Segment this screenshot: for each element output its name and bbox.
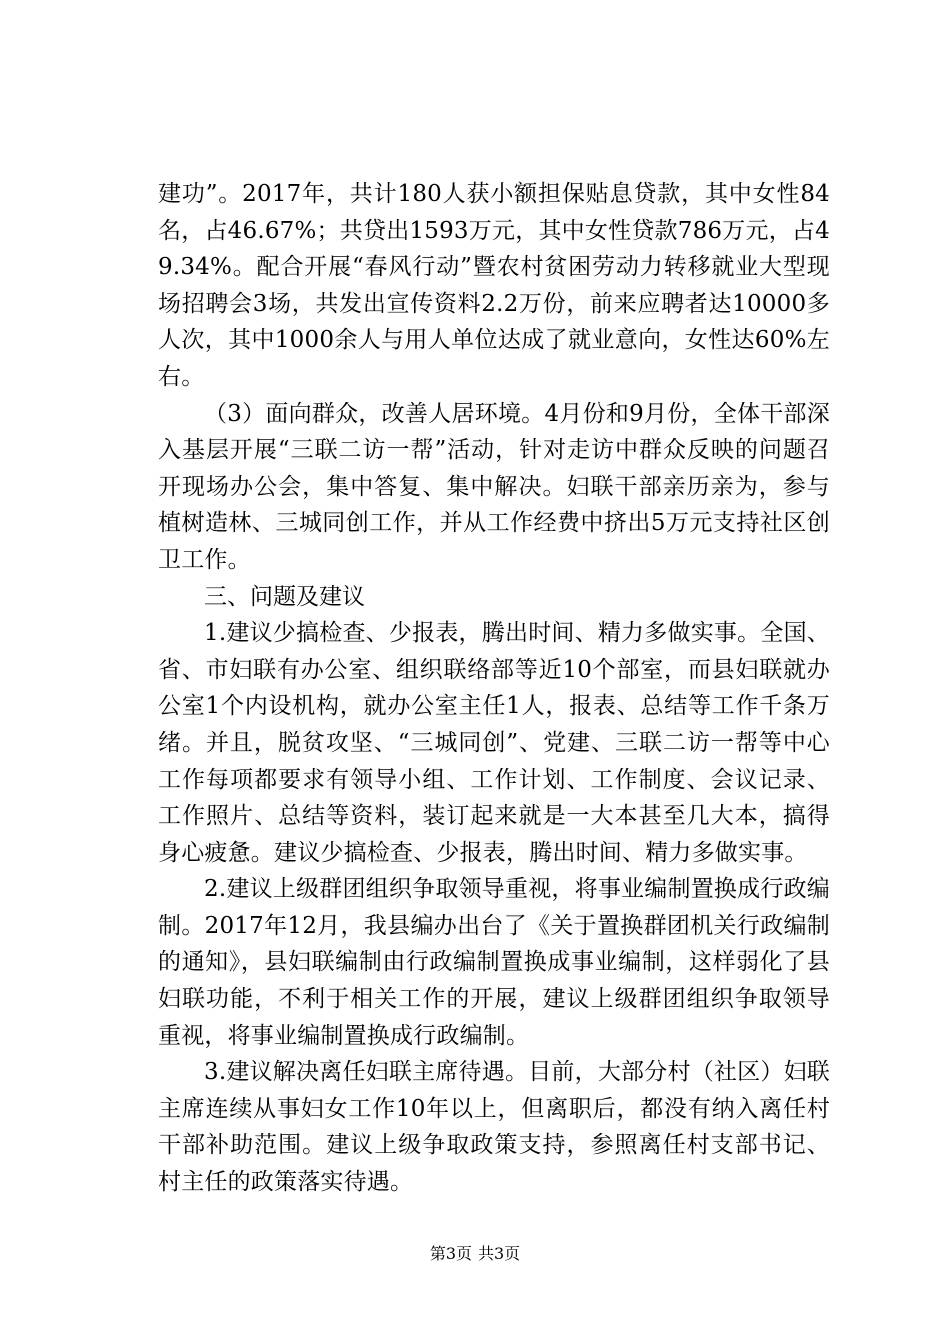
- page-footer: [0, 1244, 950, 1264]
- paragraph-suggestion-3: 3.建议解决离任妇联主席待遇。目前，大部分村（社区）妇联主席连续从事妇女工作10年以上，但离职后，都没有纳入离任村干部补助范围。建议上级争取政策支持，参照离任村支部书记、村主任的政策落实待遇。: [158, 1059, 830, 1196]
- document-body: [158, 176, 830, 1201]
- paragraph-continuation: 建功”。2017年，共计180人获小额担保贴息贷款，其中女性84名，占46.67%；共贷出1593万元，其中女性贷款786万元，占49.34%。配合开展“春风行动”暨农村贫困劳动力转移就业大型现场招聘会3场，共发出宣传资料2.2万份，前来应聘者达10000多人次，其中1000余人与用人单位达成了就业意向，女性达60%左右。: [158, 181, 830, 390]
- page-number-current: 第3页: [429, 1244, 472, 1263]
- paragraph-suggestion-2: 2.建议上级群团组织争取领导重视，将事业编制置换成行政编制。2017年12月，我县编办出台了《关于置换群团机关行政编制的通知》，县妇联编制由行政编制置换成事业编制，这样弱化了县妇联功能，不利于相关工作的开展，建议上级群团组织争取领导重视，将事业编制置换成行政编制。: [158, 876, 830, 1049]
- paragraph-living-environment: （3）面向群众，改善人居环境。4月份和9月份，全体干部深入基层开展“三联二访一帮”活动，针对走访中群众反映的问题召开现场办公会，集中答复、集中解决。妇联干部亲历亲为，参与植树造林、三城同创工作，并从工作经费中挤出5万元支持社区创卫工作。: [158, 400, 830, 573]
- section-heading-issues: 三、问题及建议: [204, 583, 365, 610]
- page-number-total: 共3页: [478, 1244, 521, 1263]
- paragraph-suggestion-1: 1.建议少搞检查、少报表，腾出时间、精力多做实事。全国、省、市妇联有办公室、组织联络部等近10个部室，而县妇联就办公室1个内设机构，就办公室主任1人，报表、总结等工作千条万绪。并且，脱贫攻坚、“三城同创”、党建、三联二访一帮等中心工作每项都要求有领导小组、工作计划、工作制度、会议记录、工作照片、总结等资料，装订起来就是一大本甚至几大本，搞得身心疲惫。建议少搞检查、少报表，腾出时间、精力多做实事。: [158, 620, 830, 866]
